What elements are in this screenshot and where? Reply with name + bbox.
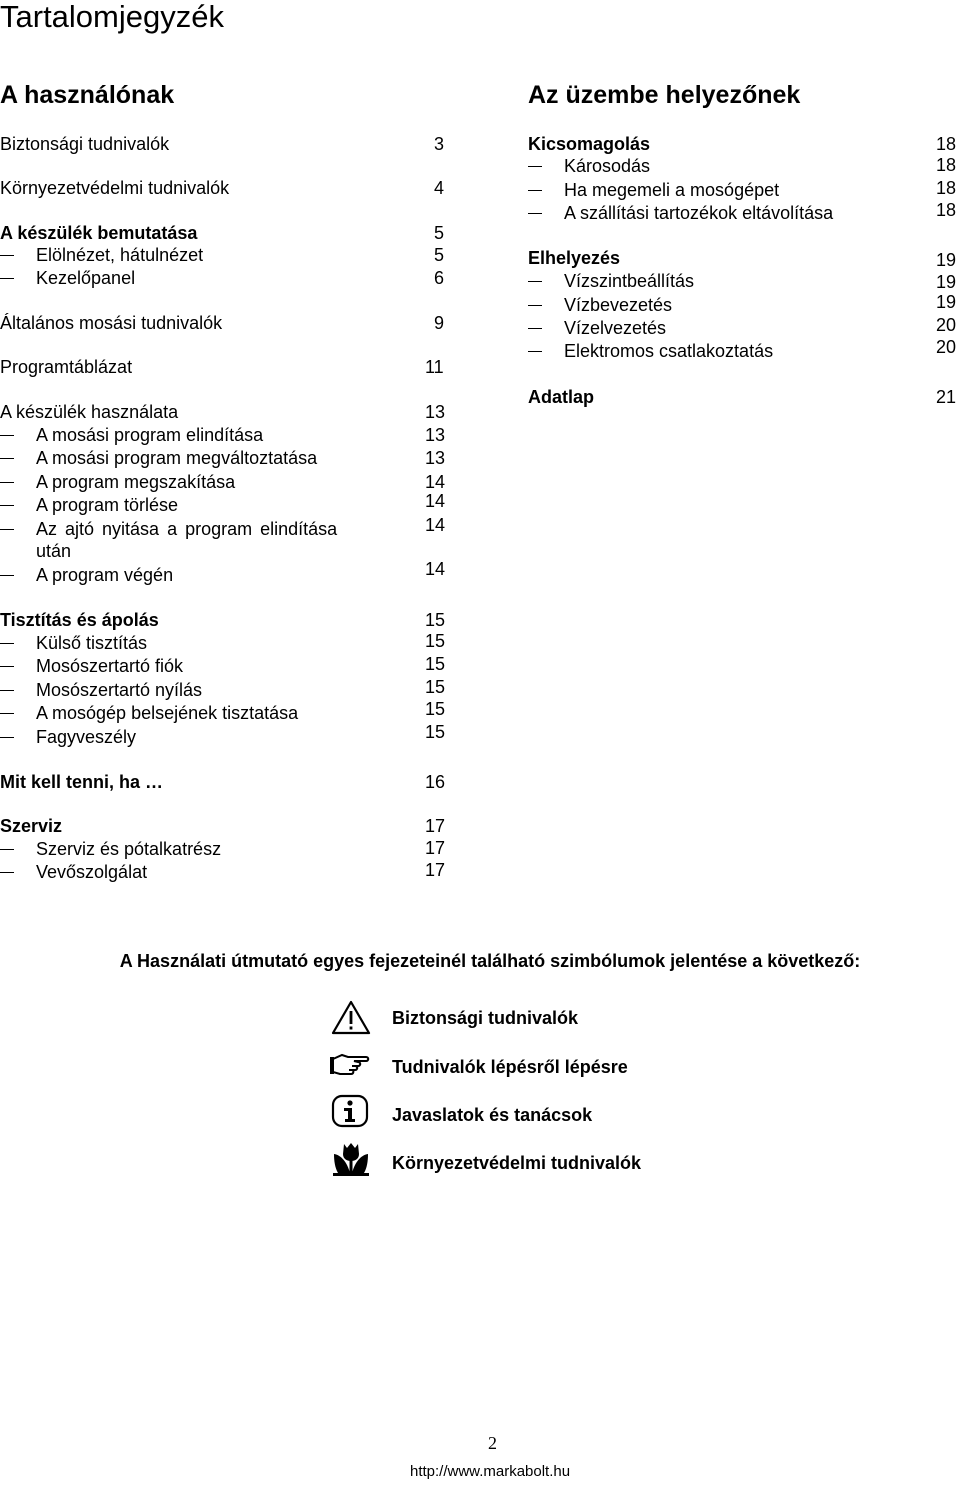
info-icon bbox=[330, 1093, 372, 1131]
dash-bullet bbox=[0, 505, 14, 506]
dash-bullet bbox=[0, 529, 14, 530]
pointing-hand-icon bbox=[330, 1050, 372, 1088]
dash-bullet bbox=[0, 666, 14, 667]
symbols-heading: A Használati útmutató egyes fejezeteinél található szimbólumok jelentése a következő: bbox=[119, 951, 861, 971]
left-column-heading: A használónak bbox=[0, 81, 175, 109]
toc-entry[interactable]: Elhelyezés 19 bbox=[528, 248, 957, 270]
dash-bullet bbox=[0, 690, 14, 691]
dash-bullet bbox=[528, 213, 542, 214]
page-title: Tartalomjegyzék bbox=[0, 0, 224, 34]
symbol-label: Környezetvédelmi tudnivalók bbox=[392, 1153, 642, 1173]
dash-bullet bbox=[528, 281, 542, 282]
toc-entry[interactable]: Szerviz 17 bbox=[0, 816, 446, 836]
footer-url[interactable]: http://www.markabolt.hu bbox=[410, 1463, 571, 1480]
toc-entry[interactable]: Tisztítás és ápolás 15 bbox=[0, 610, 446, 630]
toc-entry[interactable]: Környezetvédelmi tudnivalók 4 bbox=[0, 178, 445, 198]
dash-bullet bbox=[0, 872, 14, 873]
toc-subentry[interactable]: Az ajtó nyitása a program elindítása után 14 bbox=[0, 518, 450, 562]
toc-entry[interactable]: Általános mosási tudnivalók 9 bbox=[0, 313, 445, 333]
toc-entry[interactable]: Biztonsági tudnivalók 3 bbox=[0, 134, 445, 154]
right-column-heading: Az üzembe helyezőnek bbox=[528, 81, 801, 109]
dash-bullet bbox=[528, 351, 542, 352]
tulip-icon bbox=[330, 1140, 372, 1178]
toc-entry[interactable]: Adatlap 21 bbox=[528, 387, 957, 407]
symbol-label: Biztonsági tudnivalók bbox=[392, 1008, 579, 1028]
warning-triangle-icon bbox=[330, 999, 372, 1037]
dash-bullet bbox=[0, 643, 14, 644]
dash-bullet bbox=[0, 737, 14, 738]
symbol-label: Tudnivalók lépésről lépésre bbox=[392, 1057, 628, 1077]
dash-bullet bbox=[0, 278, 14, 279]
dash-bullet bbox=[528, 190, 542, 191]
page-number: 2 bbox=[488, 1433, 497, 1453]
dash-bullet bbox=[0, 575, 14, 576]
toc-entry[interactable]: Mit kell tenni, ha … 16 bbox=[0, 772, 446, 792]
symbol-label: Javaslatok és tanácsok bbox=[392, 1105, 593, 1125]
dash-bullet bbox=[0, 482, 14, 483]
dash-bullet bbox=[528, 305, 542, 306]
dash-bullet bbox=[0, 458, 14, 459]
toc-entry[interactable]: Programtáblázat 11 bbox=[0, 357, 444, 377]
toc-entry[interactable]: Kicsomagolás 18 bbox=[528, 134, 957, 154]
dash-bullet bbox=[0, 255, 14, 256]
dash-bullet bbox=[528, 166, 542, 167]
toc-entry[interactable]: A készülék használata 13 bbox=[0, 402, 446, 422]
dash-bullet bbox=[0, 713, 14, 714]
dash-bullet bbox=[0, 435, 14, 436]
dash-bullet bbox=[0, 849, 14, 850]
dash-bullet bbox=[528, 328, 542, 329]
toc-entry[interactable]: A készülék bemutatása 5 bbox=[0, 223, 445, 243]
